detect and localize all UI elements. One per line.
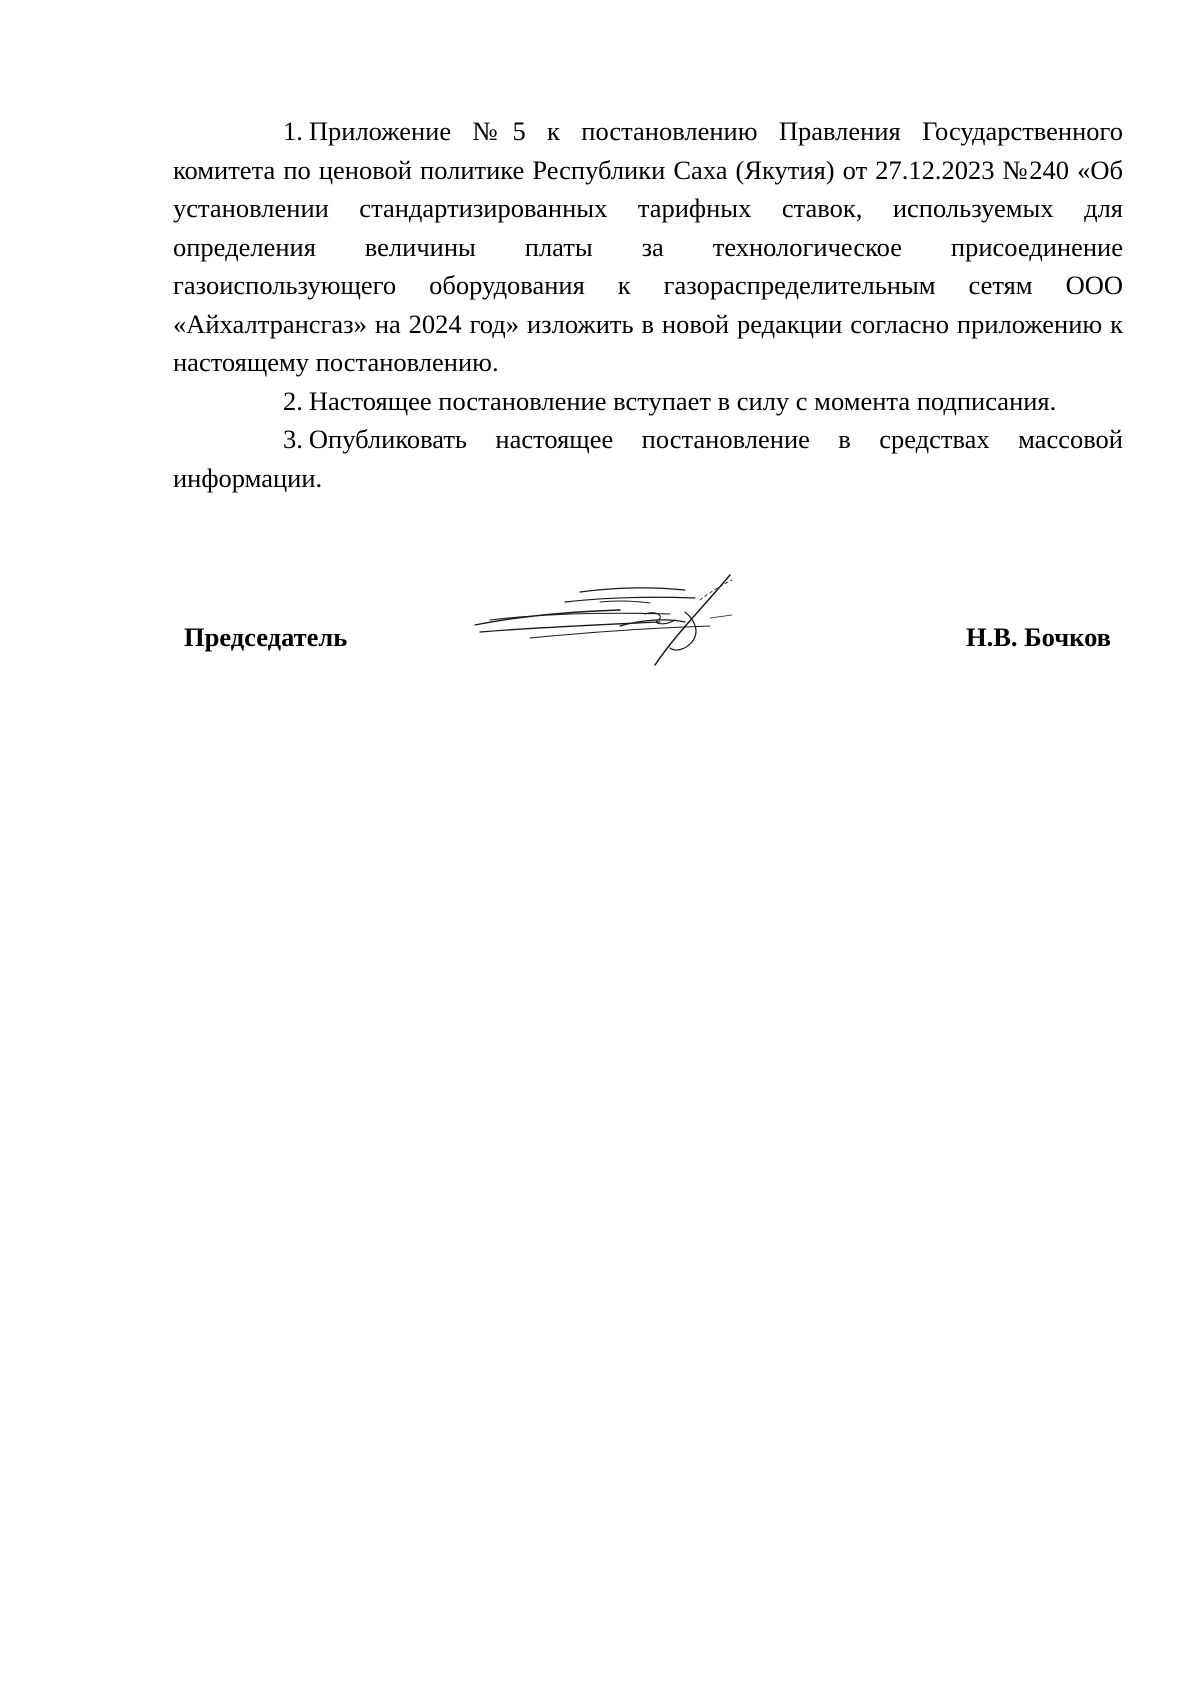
paragraph-1	[173, 112, 1123, 382]
paragraph-3	[173, 420, 1123, 497]
paragraph-number: 1.	[283, 116, 303, 146]
signature-block	[0, 570, 1200, 680]
paragraph-text: Настоящее постановление вступает в силу с момента подписания.	[308, 385, 1057, 416]
paragraph-text: Приложение №5 к постановлению Правления Государственного комитета по ценовой политике Республики Саха (Якутия) от 27.12.2023 №240 «Об установлении стандартизированных тарифных ставок, используемых для определения величины платы за технологическое присоединение газоиспользующего оборудования к газораспределительным сетям ООО «Айхалтрансгаз» на 2024 год» изложить в новой редакции согласно приложению к настоящему постановлению.	[173, 116, 1123, 377]
paragraph-text: Опубликовать настоящее постановление в средствах массовой информации.	[173, 424, 1123, 493]
paragraph-number: 2.	[283, 385, 303, 416]
paragraph-2	[173, 382, 1123, 421]
document-body	[173, 112, 1123, 497]
handwritten-signature	[470, 570, 790, 675]
paragraph-number: 3.	[283, 424, 303, 454]
signatory-name: Н.В. Бочков	[965, 622, 1111, 652]
signatory-title: Председатель	[184, 622, 348, 652]
